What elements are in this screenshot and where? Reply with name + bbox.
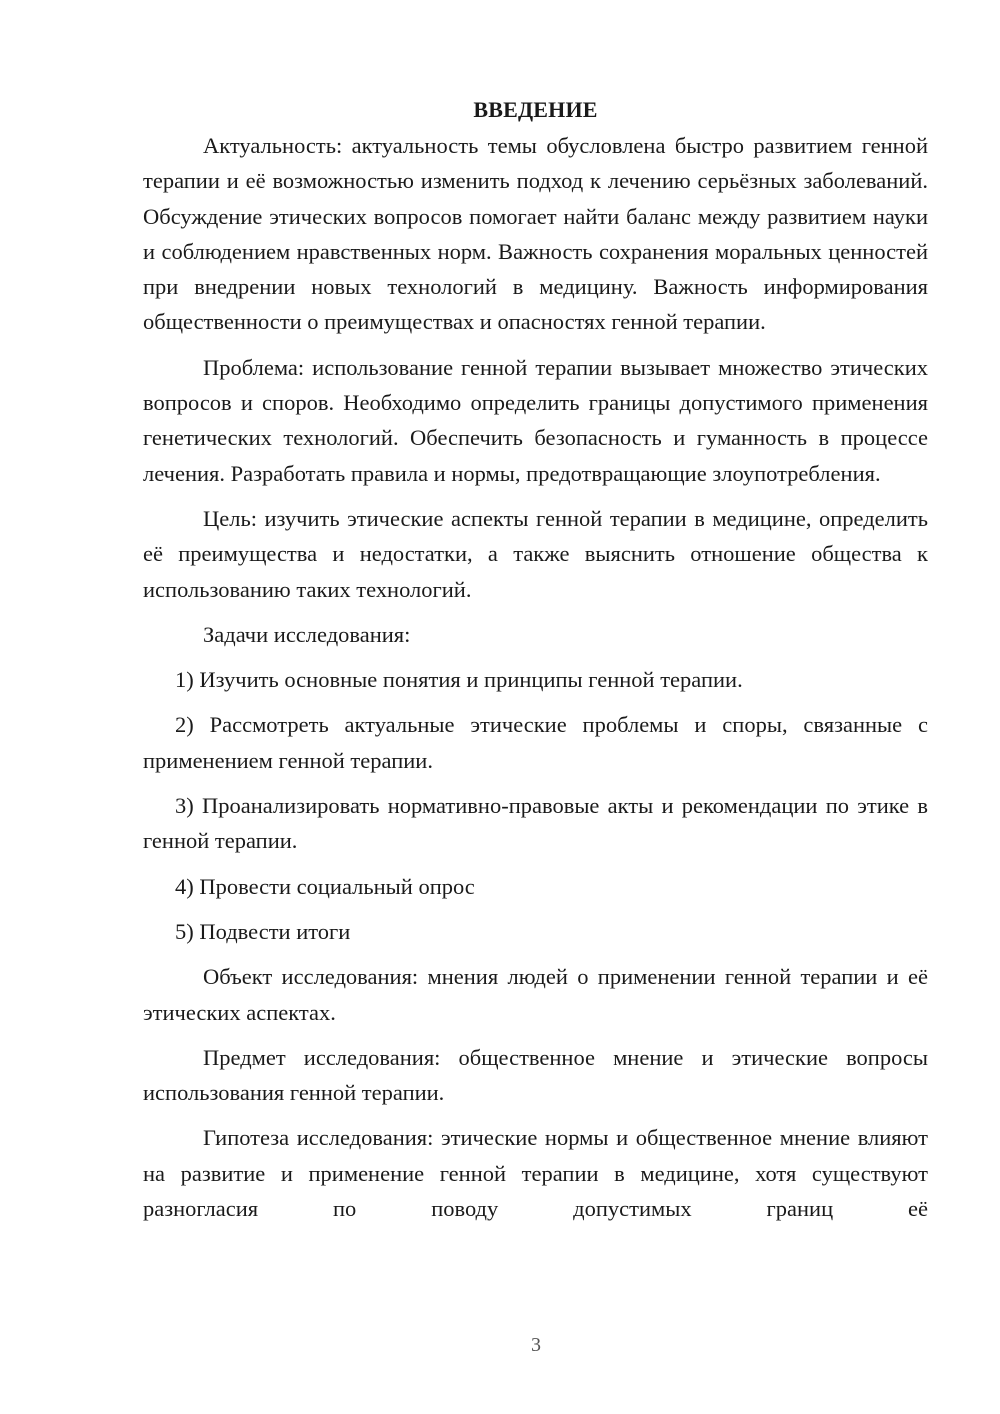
task-item-4: 4) Провести социальный опрос — [175, 873, 475, 899]
section-title: ВВЕДЕНИЕ — [473, 97, 598, 122]
document-page — [143, 92, 928, 1236]
paragraph-subject: Предмет исследования: общественное мнение и этические вопросы использования генной терапии. — [143, 1044, 928, 1106]
task-item-1: 1) Изучить основные понятия и принципы генной терапии. — [175, 667, 743, 693]
paragraph-goal: Цель: изучить этические аспекты генной терапии в медицине, определить её преимущества и недостатки, а также выяснить отношение общества к использованию таких технологий. — [143, 505, 928, 602]
paragraph-object: Объект исследования: мнения людей о применении генной терапии и её этических аспектах. — [143, 964, 928, 1025]
page-number: 3 — [531, 1334, 541, 1356]
paragraph-problem: Проблема: использование генной терапии вызывает множество этических вопросов и споров. Необходимо определить границы допустимого применения генетических технологий. Обеспечить безопасность и гуманность в процессе лечения. Разработать правила и нормы, предотвращающие злоупотребления. — [143, 354, 928, 486]
task-item-3: 3) Проанализировать нормативно-правовые акты и рекомендации по этике в генной терапии. — [143, 793, 928, 854]
task-item-2: 2) Рассмотреть актуальные этические проблемы и споры, связанные с применением генной терапии. — [143, 712, 928, 773]
paragraph-hypothesis: Гипотеза исследования: этические нормы и общественное мнение влияют на развитие и применение генной терапии в медицине, хотя существуют разногласия по поводу допустимых границ её — [143, 1125, 928, 1222]
task-item-5: 5) Подвести итоги — [175, 918, 351, 944]
paragraph-relevance: Актуальность: актуальность темы обусловлена быстро развитием генной терапии и её возможностью изменить подход к лечению серьёзных заболеваний. Обсуждение этических вопросов помогает найти баланс между развитием науки и соблюдением нравственных норм. Важность сохранения моральных ценностей при внедрении новых технологий в медицину. Важность информирования общественности о преимуществах и опасностях генной терапии. — [143, 133, 928, 335]
paragraph-tasks-heading: Задачи исследования: — [203, 621, 411, 647]
